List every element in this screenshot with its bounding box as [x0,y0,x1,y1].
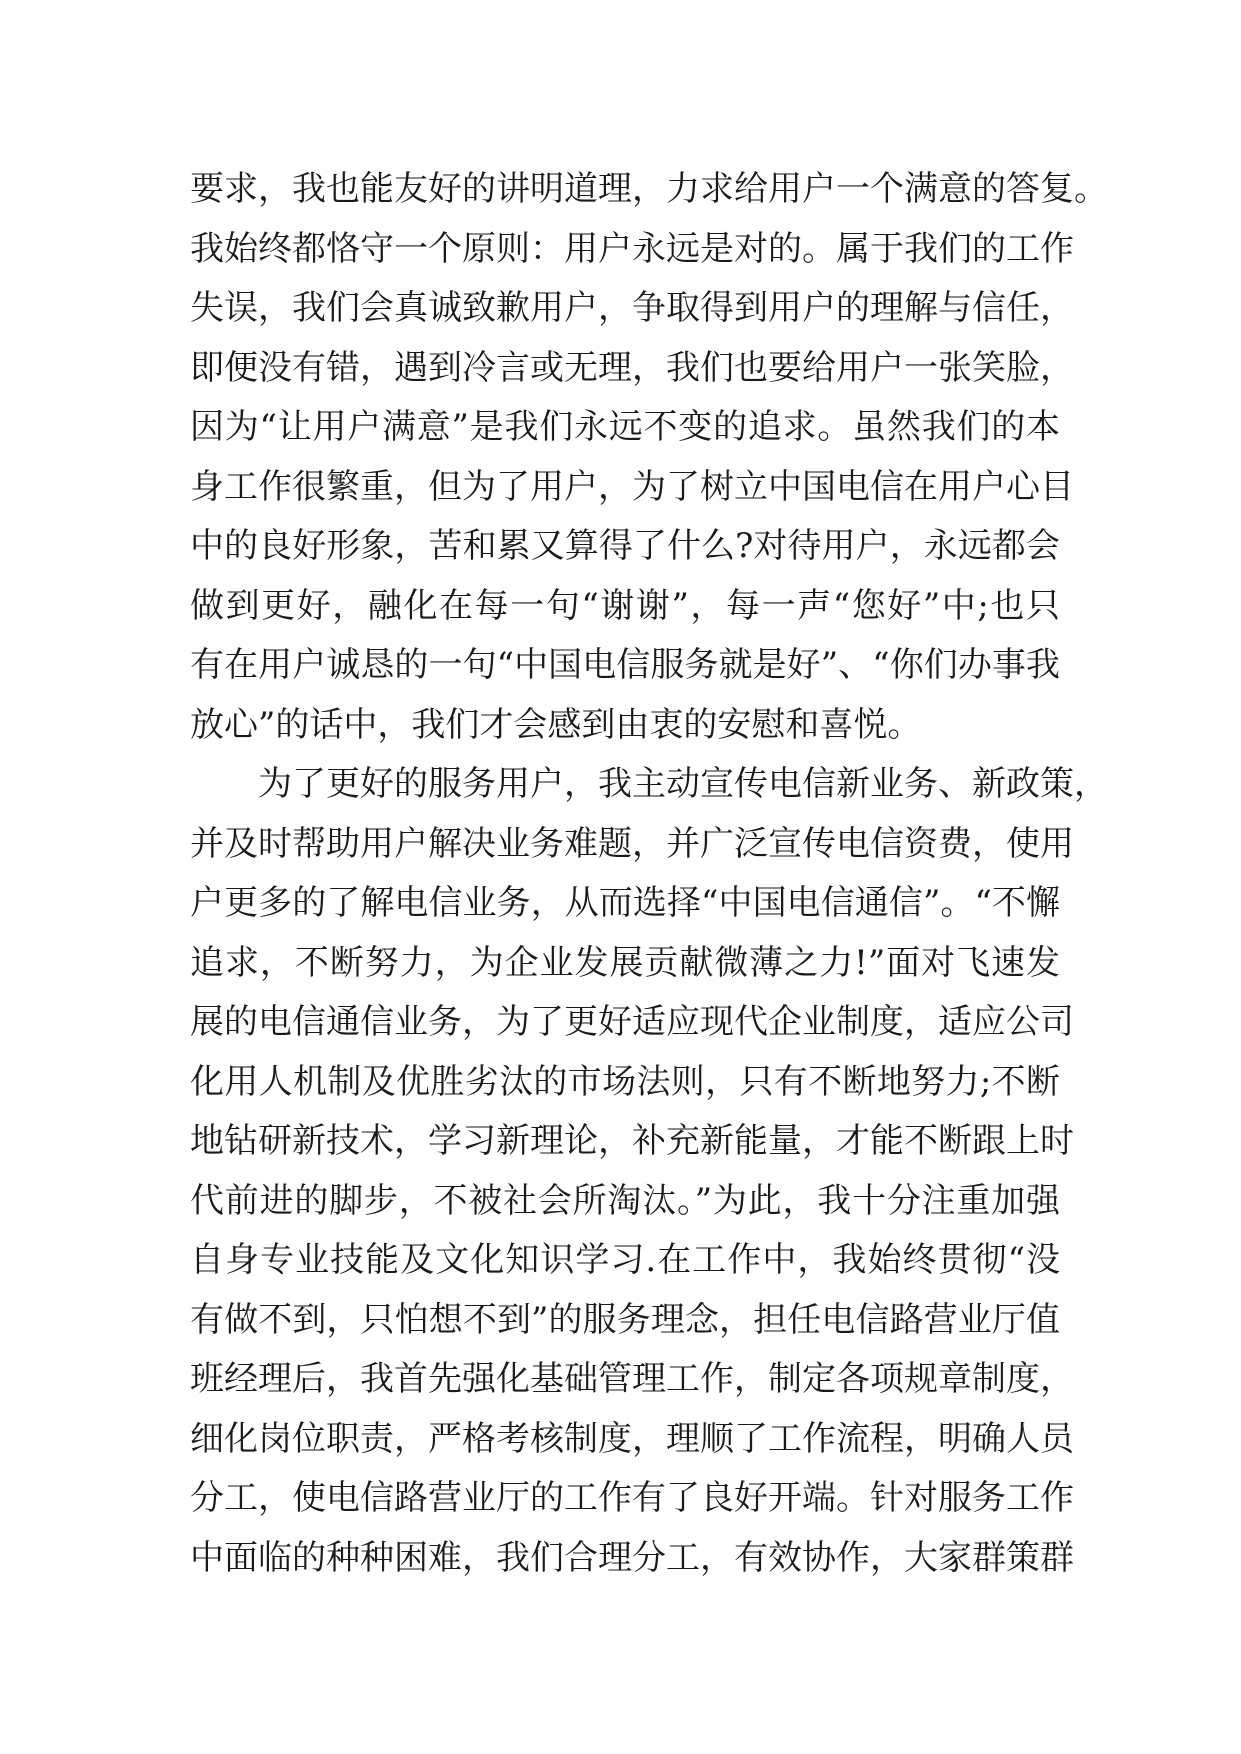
text-line: 失误，我们会真诚致歉用户，争取得到用户的理解与信任， [190,288,1074,328]
text-line: 即便没有错，遇到冷言或无理，我们也要给用户一张笑脸， [190,347,1074,388]
text-line: 追求，不断努力，为企业发展贡献微薄之力!”面对飞速发 [190,942,1060,983]
text-line: 代前进的脚步，不被社会所淘汰。”为此，我十分注重加强 [190,1180,1060,1221]
text-line: 地钻研新技术，学习新理论，补充新能量，才能不断跟上时 [190,1121,1074,1161]
text-line: 展的电信通信业务，为了更好适应现代企业制度，适应公司 [190,1002,1074,1042]
text-line: 并及时帮助用户解决业务难题，并广泛宣传电信资费，使用 [190,823,1074,864]
text-line: 为了更好的服务用户，我主动宣传电信新业务、新政策， [258,764,1108,804]
text-line: 要求，我也能友好的讲明道理，力求给用户一个满意的答复。 [190,169,1108,209]
text-line: 化用人机制及优胜劣汰的市场法则，只有不断地努力;不断 [190,1061,1061,1102]
text-line: 做到更好，融化在每一句“谢谢”，每一声“您好”中;也只 [190,585,1060,626]
text-line: 有在用户诚恳的一句“中国电信服务就是好”、“你们办事我 [190,645,1060,685]
body-text [190,160,1108,1588]
text-line: 放心”的话中，我们才会感到由衷的安慰和喜悦。 [190,704,922,745]
text-line: 户更多的了解电信业务，从而选择“中国电信通信”。“不懈 [190,883,1060,923]
text-line: 细化岗位职责，严格考核制度，理顺了工作流程，明确人员 [190,1418,1074,1459]
text-line: 我始终都恪守一个原则：用户永远是对的。属于我们的工作 [190,228,1074,269]
text-line: 中面临的种种困难，我们合理分工，有效协作，大家群策群 [190,1537,1074,1578]
text-line: 身工作很繁重，但为了用户，为了树立中国电信在用户心目 [190,466,1074,507]
text-line: 有做不到，只怕想不到”的服务理念，担任电信路营业厅值 [190,1299,1060,1340]
text-line: 分工，使电信路营业厅的工作有了良好开端。针对服务工作 [190,1478,1074,1518]
text-line: 因为“让用户满意”是我们永远不变的追求。虽然我们的本 [190,407,1060,447]
text-line: 中的良好形象，苦和累又算得了什么?对待用户，永远都会 [190,526,1060,566]
text-line: 班经理后，我首先强化基础管理工作，制定各项规章制度， [190,1359,1074,1399]
text-line: 自身专业技能及文化知识学习.在工作中，我始终贯彻“没 [190,1240,1060,1280]
